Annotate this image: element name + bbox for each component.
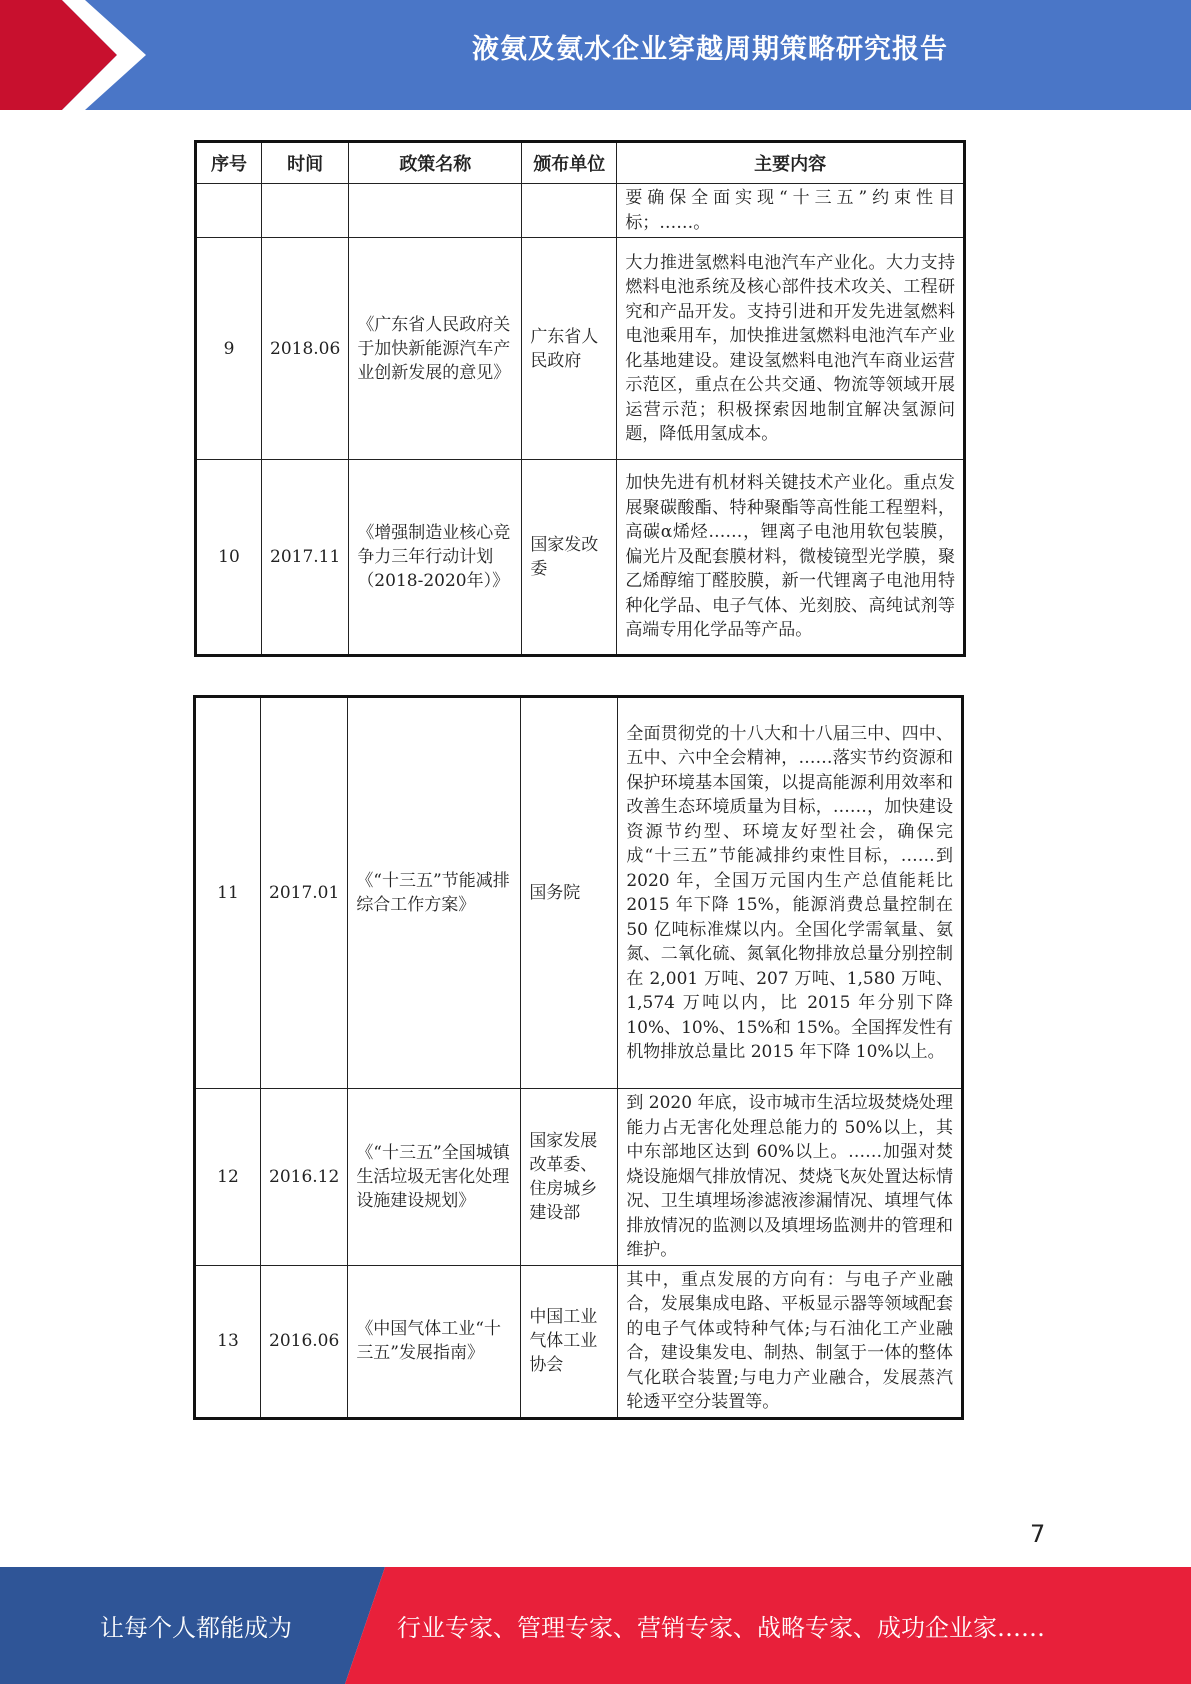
cell-no: 9 [196,238,262,460]
cell-issuer: 中国工业气体工业协会 [521,1265,618,1418]
cell-content: 到 2020 年底，设市城市生活垃圾焚烧处理能力占无害化处理总能力的 50%以上，其中东部地区达到 60%以上。……加强对焚烧设施烟气排放情况、焚烧飞灰处置达标情况、卫生填埋场渗滤液渗漏情况、填埋气体排放情况的监测以及填埋场监测井的管理和维护。 [618,1089,963,1266]
table-row [196,460,965,656]
cell-content: 加快先进有机材料关键技术产业化。重点发展聚碳酸酯、特种聚酯等高性能工程塑料，高碳α烯烃……，锂离子电池用软包装膜，偏光片及配套膜材料，微棱镜型光学膜，聚乙烯醇缩丁醛胶膜，新一代锂离子电池用特种化学品、电子气体、光刻胶、高纯试剂等高端专用化学品等产品。 [617,460,965,656]
cell-date: 2017.11 [262,460,349,656]
header-no: 序号 [196,142,262,184]
cell-issuer: 国家发展改革委、住房城乡建设部 [521,1089,618,1266]
cell-date: 2018.06 [262,238,349,460]
footer-slogan-left: 让每个人都能成为 [100,1614,292,1642]
policy-table-part-1 [194,140,966,657]
report-title: 液氨及氨水企业穿越周期策略研究报告 [472,34,948,65]
cell-no: 11 [195,697,261,1089]
cell-content: 要确保全面实现“十三五”约束性目标；……。 [617,184,965,238]
cell-no: 12 [195,1089,261,1266]
cell-content: 全面贯彻党的十八大和十八届三中、四中、五中、六中全会精神，……落实节约资源和保护环境基本国策，以提高能源利用效率和改善生态环境质量为目标，……，加快建设资源节约型、环境友好型社会，确保完成“十三五”节能减排约束性目标，……到 2020 年，全国万元国内生产总值能耗比 2015 年下降 15%，能源消费总量控制在 50 亿吨标准煤以内。全国化学需氧量、氨氮、二氧化硫、氮氧化物排放总量分别控制在 2,001 万吨、207 万吨、1,580 万吨、1,574 万吨以内，比 2015 年分别下降 10%、10%、15%和 15%。全国挥发性有机物排放总量比 2015 年下降 10%以上。 [618,697,963,1089]
cell-policy-name: 《增强制造业核心竞争力三年行动计划（2018-2020年）》 [349,460,522,656]
cell-issuer: 广东省人民政府 [522,238,617,460]
header-arrow-decoration [0,0,320,110]
table-row [195,1089,963,1266]
cell-policy-name: 《“十三五”全国城镇生活垃圾无害化处理设施建设规划》 [348,1089,521,1266]
header-date: 时间 [262,142,349,184]
footer-slogan-right: 行业专家、管理专家、营销专家、战略专家、成功企业家…… [397,1614,1045,1642]
policy-table-part-2 [193,695,964,1420]
cell-date: 2017.01 [261,697,348,1089]
table-row [196,238,965,460]
table-row-continuation [196,184,965,238]
cell-content: 大力推进氢燃料电池汽车产业化。大力支持燃料电池系统及核心部件技术攻关、工程研究和产品开发。支持引进和开发先进氢燃料电池乘用车，加快推进氢燃料电池汽车产业化基地建设。建设氢燃料电池汽车商业运营示范区，重点在公共交通、物流等领域开展运营示范；积极探索因地制宜解决氢源问题，降低用氢成本。 [617,238,965,460]
header-issuer: 颁布单位 [522,142,617,184]
header-policy-name: 政策名称 [349,142,522,184]
cell-policy-name: 《广东省人民政府关于加快新能源汽车产业创新发展的意见》 [349,238,522,460]
page-number: 7 [1030,1520,1046,1548]
header-content: 主要内容 [617,142,965,184]
table-header-row [196,142,965,184]
cell-no: 13 [195,1265,261,1418]
cell-issuer: 国家发改委 [522,460,617,656]
cell-no: 10 [196,460,262,656]
cell-policy-name: 《中国气体工业“十三五”发展指南》 [348,1265,521,1418]
cell-policy-name: 《“十三五”节能减排综合工作方案》 [348,697,521,1089]
table-row [195,697,963,1089]
cell-date: 2016.12 [261,1089,348,1266]
table-row [195,1265,963,1418]
cell-issuer: 国务院 [521,697,618,1089]
cell-date: 2016.06 [261,1265,348,1418]
cell-content: 其中，重点发展的方向有：与电子产业融合，发展集成电路、平板显示器等领域配套的电子气体或特种气体;与石油化工产业融合，建设集发电、制热、制氢于一体的整体气化联合装置;与电力产业融合，发展蒸汽轮透平空分装置等。 [618,1265,963,1418]
